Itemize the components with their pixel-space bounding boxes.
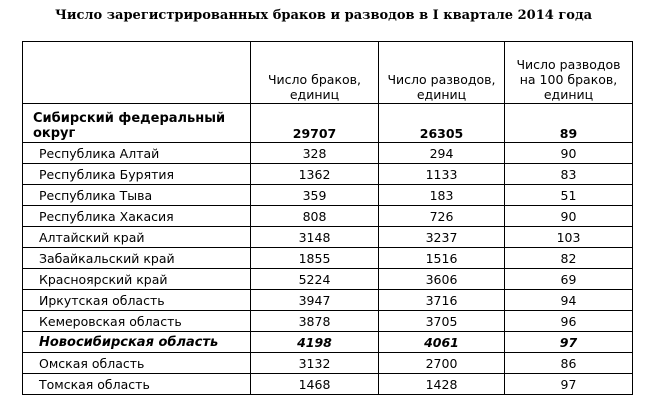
total-ratio: 89	[505, 104, 633, 143]
divorces-value: 4061	[379, 332, 505, 353]
table-row	[23, 164, 633, 185]
table-row	[23, 143, 633, 164]
ratio-value: 103	[505, 227, 633, 248]
marriages-value: 3148	[251, 227, 379, 248]
header-marriages	[251, 42, 379, 104]
region-name: Новосибирская область	[23, 332, 251, 353]
marriages-value: 1362	[251, 164, 379, 185]
marriages-value: 1468	[251, 374, 379, 395]
marriages-value: 5224	[251, 269, 379, 290]
table-row-highlighted	[23, 332, 633, 353]
header-divorces	[379, 42, 505, 104]
ratio-value: 69	[505, 269, 633, 290]
header-marriages-label: Число браков, единиц	[267, 72, 362, 102]
divorces-value: 1516	[379, 248, 505, 269]
divorces-value: 3716	[379, 290, 505, 311]
region-name: Забайкальский край	[23, 248, 251, 269]
table-row	[23, 248, 633, 269]
marriages-value: 1855	[251, 248, 379, 269]
region-name: Республика Тыва	[23, 185, 251, 206]
ratio-value: 90	[505, 206, 633, 227]
table-header-row	[23, 42, 633, 104]
table-title: Число зарегистрированных браков и разводов в I квартале 2014 года	[54, 8, 593, 23]
region-name: Омская область	[23, 353, 251, 374]
header-ratio-label: Число разводов на 100 браков, единиц	[516, 57, 621, 102]
region-name: Республика Алтай	[23, 143, 251, 164]
divorces-value: 3705	[379, 311, 505, 332]
table-row	[23, 185, 633, 206]
ratio-value: 83	[505, 164, 633, 185]
ratio-value: 97	[505, 374, 633, 395]
marriages-value: 359	[251, 185, 379, 206]
table-row	[23, 227, 633, 248]
table-row	[23, 353, 633, 374]
marriages-value: 3132	[251, 353, 379, 374]
table-row	[23, 206, 633, 227]
divorces-value: 294	[379, 143, 505, 164]
total-divorces: 26305	[379, 104, 505, 143]
ratio-value: 97	[505, 332, 633, 353]
marriages-value: 3878	[251, 311, 379, 332]
ratio-value: 94	[505, 290, 633, 311]
divorces-value: 1428	[379, 374, 505, 395]
ratio-value: 90	[505, 143, 633, 164]
table-row	[23, 290, 633, 311]
total-row	[23, 104, 633, 143]
marriages-value: 328	[251, 143, 379, 164]
divorces-value: 3237	[379, 227, 505, 248]
marriages-value: 3947	[251, 290, 379, 311]
marriages-value: 808	[251, 206, 379, 227]
table-row	[23, 311, 633, 332]
marriages-divorces-table	[22, 41, 633, 395]
marriages-value: 4198	[251, 332, 379, 353]
divorces-value: 183	[379, 185, 505, 206]
region-name: Томская область	[23, 374, 251, 395]
total-region-name: Сибирский федеральный округ	[23, 104, 251, 143]
divorces-value: 3606	[379, 269, 505, 290]
total-marriages: 29707	[251, 104, 379, 143]
region-name: Иркутская область	[23, 290, 251, 311]
divorces-value: 726	[379, 206, 505, 227]
divorces-value: 2700	[379, 353, 505, 374]
ratio-value: 82	[505, 248, 633, 269]
header-divorces-label: Число разводов, единиц	[387, 72, 496, 102]
ratio-value: 51	[505, 185, 633, 206]
region-name: Республика Бурятия	[23, 164, 251, 185]
ratio-value: 86	[505, 353, 633, 374]
region-name: Кемеровская область	[23, 311, 251, 332]
table-row	[23, 269, 633, 290]
region-name: Алтайский край	[23, 227, 251, 248]
region-name: Красноярский край	[23, 269, 251, 290]
divorces-value: 1133	[379, 164, 505, 185]
table-row	[23, 374, 633, 395]
header-region	[23, 42, 251, 104]
region-name: Республика Хакасия	[23, 206, 251, 227]
ratio-value: 96	[505, 311, 633, 332]
header-ratio	[505, 42, 633, 104]
